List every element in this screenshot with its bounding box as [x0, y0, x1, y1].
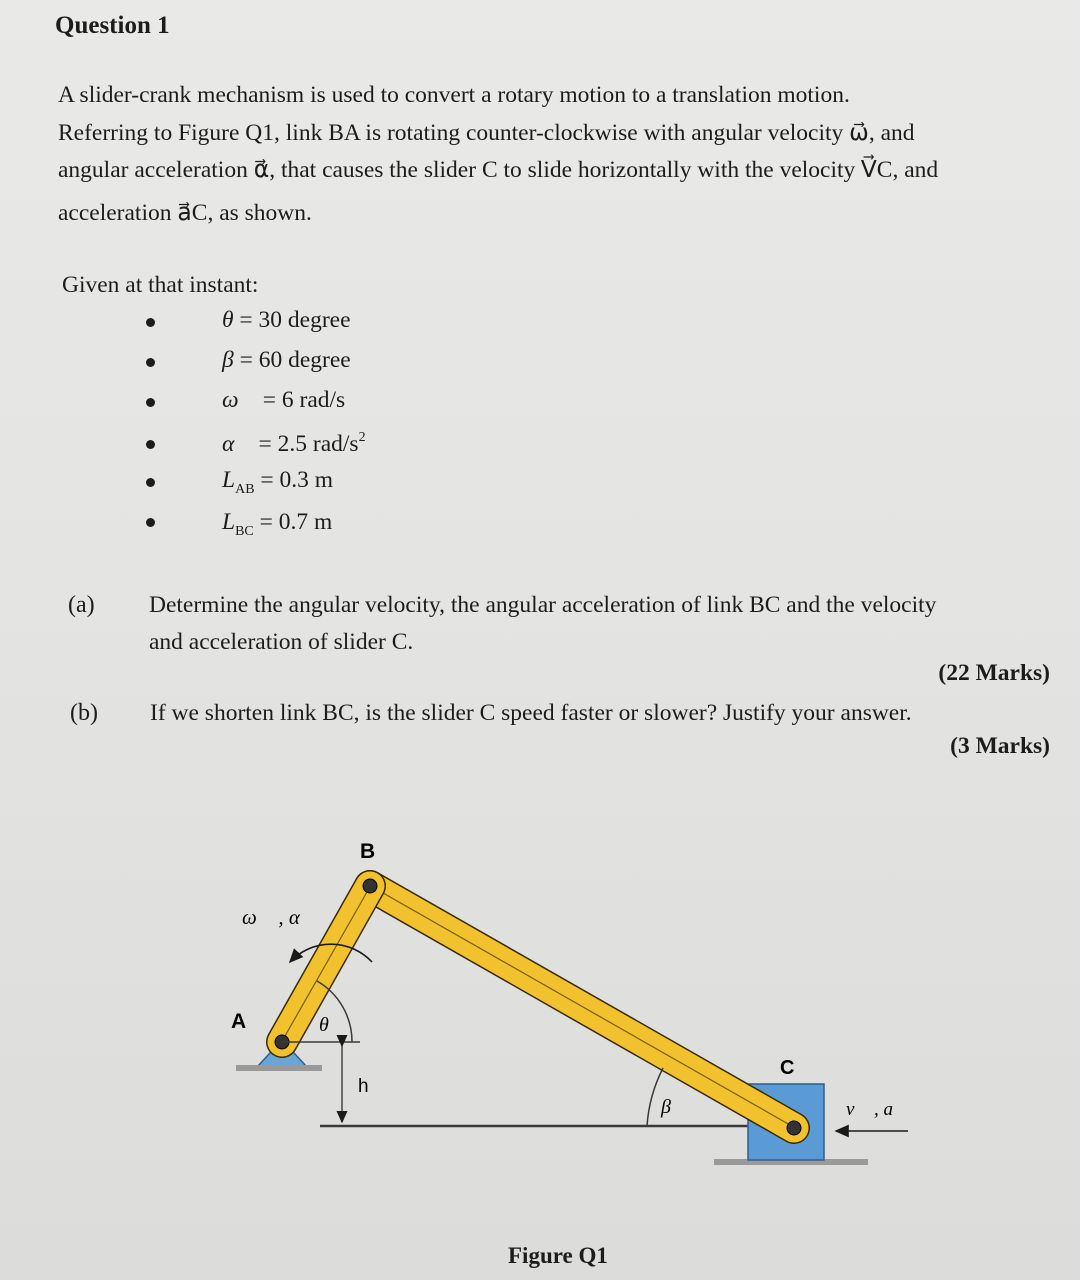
label-omega-alpha: ω⃗ , α⃗	[242, 905, 317, 929]
label-h: h	[358, 1076, 369, 1097]
given-item-theta: θ = 30 degree	[222, 307, 351, 333]
figure-caption: Figure Q1	[508, 1243, 608, 1268]
intro-line-4: acceleration a⃗C, as shown.	[58, 200, 312, 226]
link-bc-centerline	[376, 889, 790, 1125]
question-title: Question 1	[55, 12, 170, 39]
given-item-lbc: $L_{BC} = 0.7$ m	[222, 509, 333, 539]
part-a-marks: (22 Marks)	[938, 660, 1050, 686]
given-item-omega: ω⃗ = 6 rad/s	[222, 387, 346, 413]
part-a-line-2: and acceleration of slider C.	[149, 629, 414, 655]
pin-c	[787, 1121, 801, 1135]
label-a: A	[231, 1010, 247, 1033]
pin-b	[363, 879, 377, 893]
given-item-lab: $L_{AB} = 0.3$ m	[222, 467, 334, 497]
intro-line-2: Referring to Figure Q1, link BA is rotating counter-clockwise with angular velocity ω⃗, and	[58, 120, 915, 146]
given-item-alpha: α⃗ = 2.5 rad/$s^2$	[222, 430, 366, 457]
label-beta: β	[661, 1096, 671, 1118]
given-label: Given at that instant:	[62, 272, 259, 298]
label-theta: θ	[319, 1014, 329, 1036]
label-v-a: v⃗ , a⃗	[846, 1099, 908, 1120]
part-b-line-1: If we shorten link BC, is the slider C speed faster or slower? Justify your answer.	[150, 700, 912, 726]
given-item-beta: β = 60 degree	[222, 347, 351, 373]
intro-line-1: A slider-crank mechanism is used to convert a rotary motion to a translation motion.	[58, 82, 850, 108]
part-a-label: (a)	[68, 592, 95, 618]
intro-line-3: angular acceleration α⃗, that causes the slider C to slide horizontally with the velocity V⃗C, and	[58, 157, 939, 183]
part-b-marks: (3 Marks)	[950, 733, 1050, 759]
label-b: B	[360, 840, 376, 863]
part-a-line-1: Determine the angular velocity, the angular acceleration of link BC and the velocity	[149, 592, 937, 618]
part-b-label: (b)	[70, 700, 98, 726]
label-c: C	[780, 1057, 795, 1079]
